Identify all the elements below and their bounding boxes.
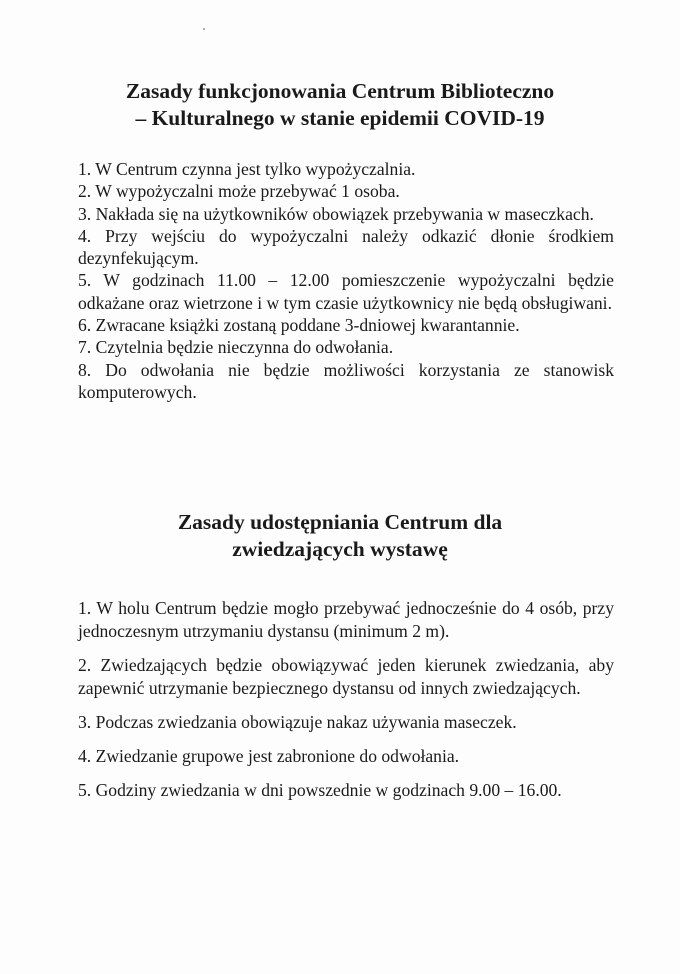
section1-rule-3: 3. Nakłada się na użytkowników obowiązek przebywania w maseczkach.	[78, 203, 594, 224]
section2-title	[60, 509, 620, 563]
section1-title	[60, 78, 620, 132]
section2-rules-list	[78, 597, 614, 813]
section1-title-line1: Zasady funkcjonowania Centrum Biblioteczno	[125, 79, 555, 103]
section1-rule-5: 5. W godzinach 11.00 – 12.00 pomieszczenie wypożyczalni będzie odkażane oraz wietrzone i w tym czasie użytkownicy nie będą obsługiwani.	[78, 270, 614, 313]
section1-rule-2: 2. W wypożyczalni może przebywać 1 osoba.	[78, 181, 400, 202]
section2-rule-1: 1. W holu Centrum będzie mogło przebywać jednocześnie do 4 osób, przy jednoczesnym utrzymaniu dystansu (minimum 2 m).	[78, 598, 614, 641]
section2-title-line2: zwiedzających wystawę	[232, 537, 448, 561]
section1-rule-7: 7. Czytelnia będzie nieczynna do odwołania.	[78, 337, 394, 358]
section1-rules-list	[78, 158, 614, 403]
section2-rule-2: 2. Zwiedzających będzie obowiązywać jeden kierunek zwiedzania, aby zapewnić utrzymanie bezpiecznego dystansu od innych zwiedzających.	[78, 655, 614, 698]
section2-rule-3: 3. Podczas zwiedzania obowiązuje nakaz używania maseczek.	[78, 712, 517, 732]
section1-rule-1: 1. W Centrum czynna jest tylko wypożyczalnia.	[78, 159, 416, 179]
scan-speck	[203, 28, 205, 30]
section1-rule-8: 8. Do odwołania nie będzie możliwości korzystania ze stanowisk komputerowych.	[78, 359, 614, 402]
section1-title-line2: – Kulturalnego w stanie epidemii COVID-19	[135, 106, 545, 130]
section1-rule-4: 4. Przy wejściu do wypożyczalni należy odkazić dłonie środkiem dezynfekującym.	[78, 225, 614, 269]
section1-rule-6: 6. Zwracane książki zostaną poddane 3-dniowej kwarantannie.	[78, 315, 520, 336]
section2-rule-5: 5. Godziny zwiedzania w dni powszednie w godzinach 9.00 – 16.00.	[78, 780, 562, 800]
section2-rule-4: 4. Zwiedzanie grupowe jest zabronione do odwołania.	[78, 746, 460, 766]
section2-title-line1: Zasady udostępniania Centrum dla	[177, 510, 503, 534]
